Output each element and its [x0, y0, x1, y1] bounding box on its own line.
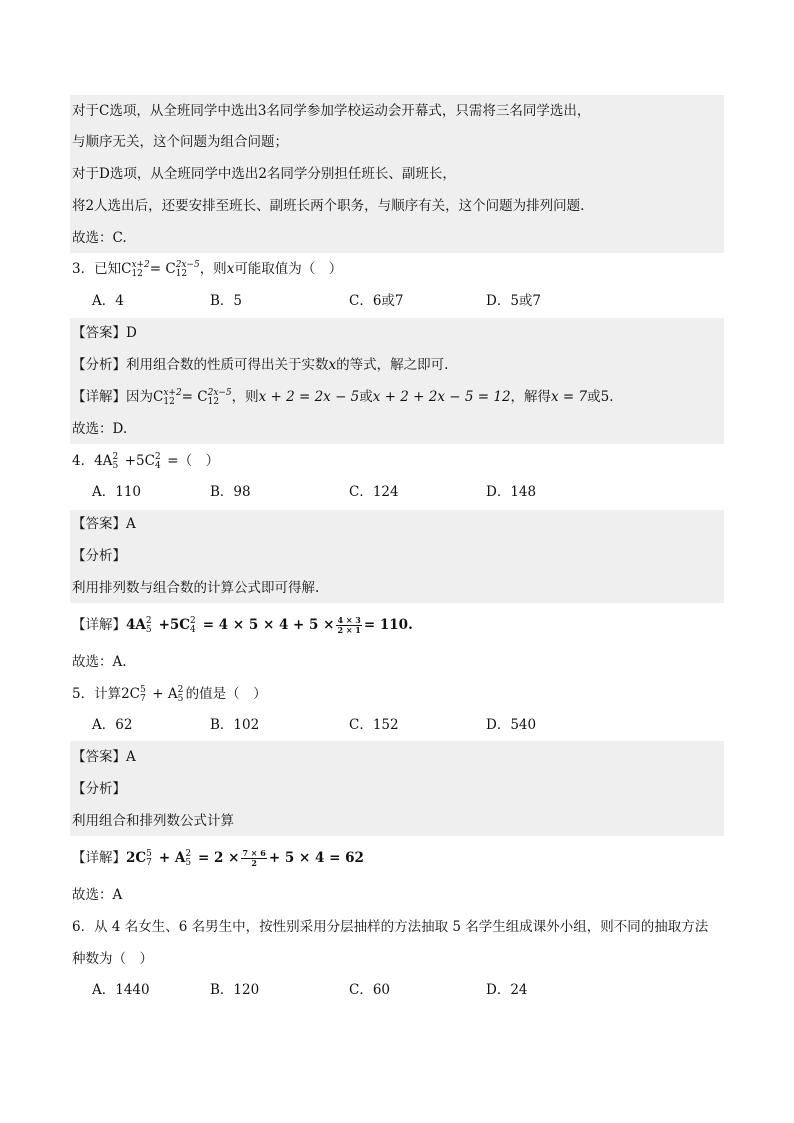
q3-prefix: 3．已知: [72, 261, 122, 277]
math-sub: 7: [140, 693, 146, 704]
q4-suffix: =（ ）: [162, 453, 220, 469]
choose-line: 故选：D.: [72, 421, 128, 437]
option-a: A．4: [92, 293, 124, 309]
math-sup: 2: [190, 615, 196, 626]
detail-line: [72, 387, 614, 407]
math-sup: 2x−5: [175, 259, 200, 270]
analysis-line: [72, 355, 448, 375]
math-scripts: [155, 452, 163, 472]
answer-line: 【答案】A: [72, 516, 136, 532]
analysis-text: 利用排列数与组合数的计算公式即可得解.: [72, 580, 320, 596]
math-sup: 2: [154, 451, 161, 462]
detail-text: ，则: [231, 389, 259, 405]
math-scripts: [140, 685, 148, 705]
choose-line: 故选：A: [72, 887, 123, 903]
math-scripts: [146, 616, 154, 636]
q5-prefix: 5．计算2C: [72, 686, 141, 702]
math-sub: 12: [163, 396, 175, 407]
option-b: B．5: [210, 293, 243, 309]
math-scripts: [178, 685, 186, 705]
q5-plus: + A: [148, 686, 178, 702]
option-c: C．152: [349, 717, 399, 733]
answer-line: 【答案】D: [72, 325, 137, 341]
math-expr: x = 7: [551, 389, 588, 405]
question-6-stem: 6．从 4 名女生、6 名男生中，按性别采用分层抽样的方法抽取 5 名学生组成课外小组，则不同的抽取方法: [72, 919, 709, 935]
shaded-band-2: [70, 318, 724, 444]
math-sup: 2: [185, 848, 192, 859]
math-sub: 12: [207, 396, 220, 407]
answer-line: 【答案】A: [72, 749, 136, 765]
choose-line: 故选：C.: [72, 230, 127, 246]
math-sub: 5: [177, 693, 184, 704]
detail-label: 【详解】: [72, 617, 126, 633]
option-b: B．98: [210, 484, 251, 500]
math-sub: 5: [145, 624, 152, 635]
math-sup: x+2: [131, 259, 150, 270]
math-sup: 2x−5: [207, 387, 232, 398]
choose-line: 故选：A.: [72, 654, 127, 670]
math-expr: 2C: [126, 850, 147, 866]
math-sup: 2: [177, 684, 184, 695]
math-sub: 4: [190, 624, 196, 635]
math-eq: =: [177, 389, 198, 405]
math-var: x: [328, 357, 337, 373]
option-d: D．148: [486, 484, 537, 500]
option-d: D．24: [486, 982, 528, 998]
math-sup: x+2: [163, 387, 182, 398]
detail-text: 5.: [600, 389, 614, 405]
option-b: B．120: [210, 982, 260, 998]
detail-line: [72, 848, 364, 868]
q3-suffix: ，则: [199, 261, 227, 277]
math-sub: 5: [112, 460, 119, 471]
math-sup: 5: [140, 684, 146, 695]
option-d: D．5或7: [486, 293, 542, 309]
math-sup: 5: [146, 848, 152, 859]
math-expr: x + 2 = 2x − 5: [258, 389, 360, 405]
math-scripts: [208, 388, 232, 408]
math-scripts: [146, 849, 154, 869]
text-line: 将2人选出后，还要安排至班长、副班长两个职务，与顺序有关，这个问题为排列问题.: [72, 198, 585, 214]
fraction-numerator: 7 × 6: [242, 848, 266, 858]
question-3-stem: [72, 259, 342, 279]
math-c: C: [165, 261, 176, 277]
math-scripts: [112, 452, 120, 472]
fraction-denominator: 2: [251, 858, 257, 868]
detail-text: ，解得: [510, 389, 552, 405]
question-5-stem: [72, 684, 267, 704]
option-c: C．6或7: [349, 293, 404, 309]
math-expr: = 4 × 5 × 4 + 5 ×: [198, 617, 335, 633]
analysis-text: 的等式，解之即可.: [336, 357, 449, 373]
math-expr: + A: [154, 850, 186, 866]
math-scripts: [163, 387, 182, 408]
math-sup: 2: [112, 451, 119, 462]
math-scripts: [185, 849, 193, 869]
math-expr: + 5 × 4 = 62: [268, 850, 364, 866]
math-sub: 5: [185, 857, 192, 868]
text-line: 与顺序无关，这个问题为组合问题；: [72, 134, 288, 150]
text-line: 对于D选项，从全班同学中选出2名同学分别担任班长、副班长，: [72, 166, 456, 182]
math-expr: x + 2 + 2x − 5 = 12: [372, 389, 511, 405]
q3-suffix2: 可能取值为（ ）: [234, 261, 343, 277]
math-sub: 12: [131, 268, 143, 279]
math-c: C: [121, 261, 132, 277]
fraction-denominator: 2 × 1: [337, 625, 361, 635]
fraction-numerator: 4 × 3: [337, 615, 361, 625]
q5-suffix: 的值是（ ）: [185, 686, 267, 702]
math-sub: 4: [154, 460, 161, 471]
math-sub: 7: [146, 857, 152, 868]
analysis-text: 【分析】利用组合数的性质可得出关于实数: [72, 357, 329, 373]
math-expr: = 110.: [363, 617, 413, 633]
option-a: A．62: [92, 717, 133, 733]
math-fraction: [336, 616, 361, 635]
math-c: C: [197, 389, 208, 405]
math-sub: 12: [175, 268, 188, 279]
math-c: C: [153, 389, 164, 405]
analysis-line: 【分析】: [72, 781, 126, 797]
detail-text: 或: [587, 389, 601, 405]
option-d: D．540: [486, 717, 537, 733]
math-eq: =: [145, 261, 166, 277]
option-a: A．110: [92, 484, 142, 500]
option-a: A．1440: [92, 982, 150, 998]
question-6-stem-cont: 种数为（ ）: [72, 951, 153, 967]
detail-label: 【详解】: [72, 850, 126, 866]
detail-text: 或: [359, 389, 373, 405]
math-var: x: [226, 261, 235, 277]
math-expr: = 2 ×: [193, 850, 240, 866]
analysis-text: 利用组合和排列数公式计算: [72, 813, 234, 829]
math-scripts: [176, 260, 200, 280]
option-c: C．124: [349, 484, 399, 500]
option-c: C．60: [349, 982, 391, 998]
detail-text: 【详解】因为: [72, 389, 153, 405]
detail-line: [72, 615, 413, 635]
math-scripts: [131, 259, 150, 280]
math-sup: 2: [145, 615, 152, 626]
math-fraction: [241, 849, 266, 868]
q4-prefix: 4．4A: [72, 453, 113, 469]
math-expr: 4A: [126, 617, 146, 633]
analysis-line: 【分析】: [72, 548, 126, 564]
option-b: B．102: [210, 717, 260, 733]
math-scripts: [190, 616, 198, 636]
text-line: 对于C选项，从全班同学中选出3名同学参加学校运动会开幕式，只需将三名同学选出，: [72, 103, 591, 119]
q4-plus: +5C: [120, 453, 155, 469]
question-4-stem: [72, 451, 219, 471]
math-expr: +5C: [153, 617, 191, 633]
